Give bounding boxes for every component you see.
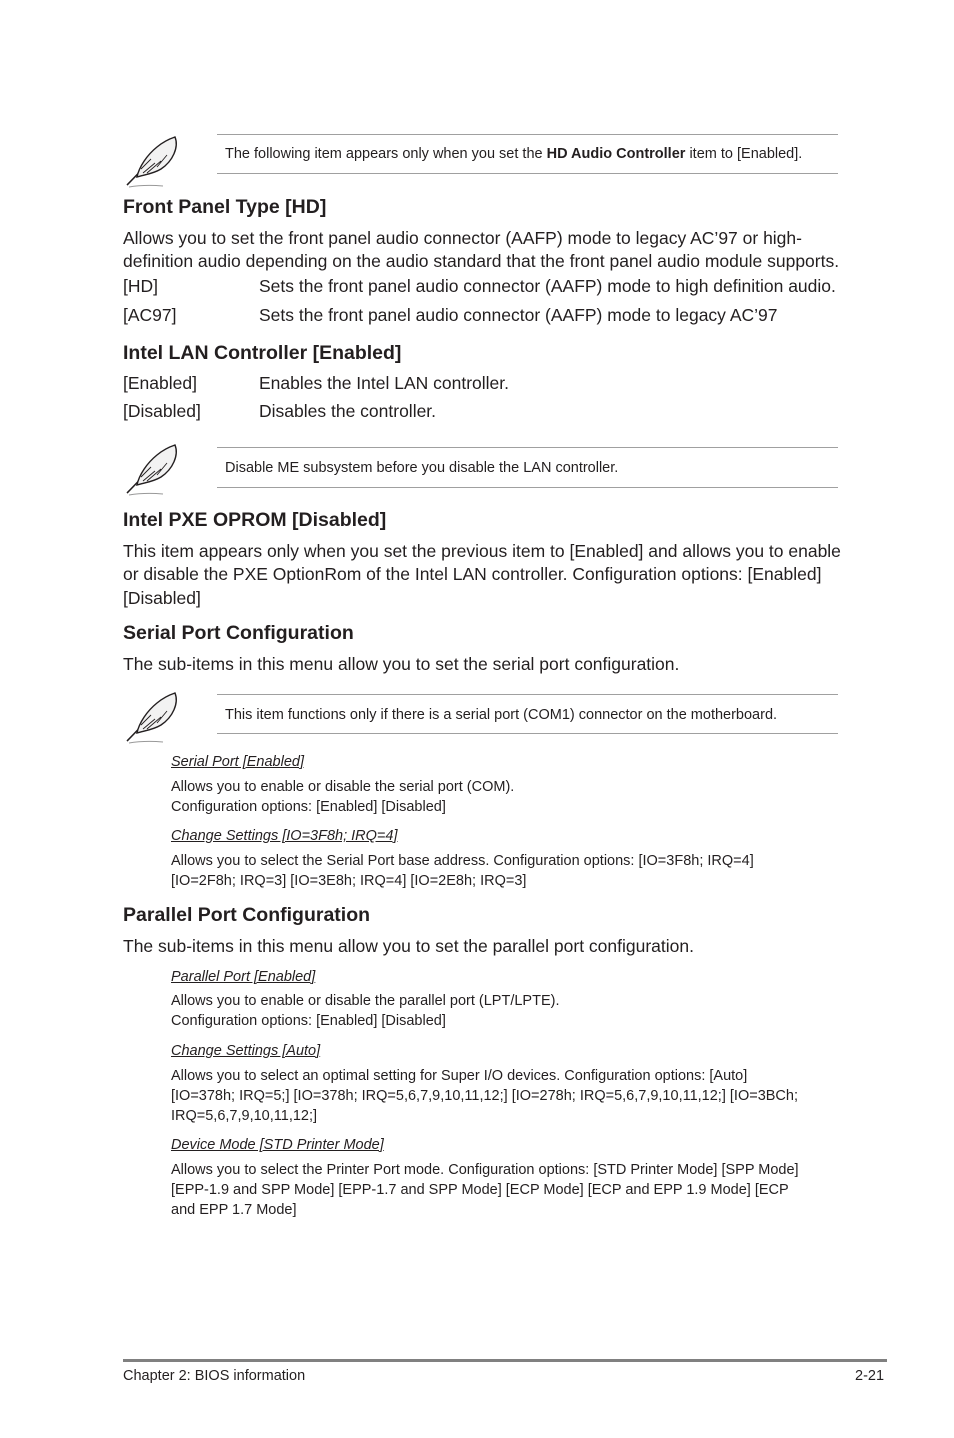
footer-page-number: 2-21: [855, 1368, 885, 1384]
subitem-desc-line1: Allows you to enable or disable the parallel port (LPT/LPTE).: [171, 993, 560, 1009]
option-key-ac97: [AC97]: [123, 305, 177, 325]
subitem-desc-line1: Allows you to enable or disable the serial port (COM).: [171, 779, 515, 795]
note-bold-term: HD Audio Controller: [546, 146, 686, 162]
serial-port-desc: The sub-items in this menu allow you to set the serial port configuration.: [123, 654, 680, 674]
subitem-title-parallel-port: Parallel Port [Enabled]: [171, 969, 316, 985]
note-feather-icon: [121, 441, 181, 497]
subitem-title-change-settings: Change Settings [IO=3F8h; IRQ=4]: [171, 828, 398, 844]
note-top-rule: [217, 134, 838, 135]
note-text: This item functions only if there is a serial port (COM1) connector on the motherboard.: [225, 707, 778, 723]
option-desc-disabled: Disables the controller.: [259, 401, 437, 421]
option-desc-hd: Sets the front panel audio connector (AAFP) mode to high definition audio.: [259, 276, 836, 296]
section-heading-serial-port: Serial Port Configuration: [123, 622, 354, 644]
subitem-desc-line1: Allows you to select an optimal setting for Super I/O devices. Configuration options: [Auto]: [171, 1068, 748, 1084]
note-bottom-rule: [217, 173, 838, 174]
note-top-rule: [217, 447, 838, 448]
footer-rule: [123, 1359, 887, 1362]
subitem-desc-line3: and EPP 1.7 Mode]: [171, 1202, 297, 1218]
option-key-hd: [HD]: [123, 276, 158, 296]
subitem-desc-line2: [IO=2F8h; IRQ=3] [IO=3E8h; IRQ=4] [IO=2E8h; IRQ=3]: [171, 873, 527, 889]
note-feather-icon: [121, 133, 181, 189]
footer-chapter: Chapter 2: BIOS information: [123, 1368, 306, 1384]
note-bottom-rule: [217, 487, 838, 488]
section-heading-front-panel: Front Panel Type [HD]: [123, 196, 327, 218]
subitem-desc-line2: Configuration options: [Enabled] [Disabled]: [171, 1013, 446, 1029]
pxe-desc-line1: This item appears only when you set the previous item to [Enabled] and allows you to enable: [123, 541, 841, 561]
option-key-disabled: [Disabled]: [123, 401, 201, 421]
option-desc-ac97: Sets the front panel audio connector (AAFP) mode to legacy AC’97: [259, 305, 778, 325]
subitem-desc-line1: Allows you to select the Printer Port mode. Configuration options: [STD Printer Mode] [SPP Mode]: [171, 1162, 799, 1178]
subitem-desc-line2: Configuration options: [Enabled] [Disabled]: [171, 799, 446, 815]
parallel-port-desc: The sub-items in this menu allow you to set the parallel port configuration.: [123, 936, 694, 956]
pxe-desc-line3: [Disabled]: [123, 588, 201, 608]
option-key-enabled: [Enabled]: [123, 373, 197, 393]
subitem-desc-line1: Allows you to select the Serial Port base address. Configuration options: [IO=3F8h; IRQ=4]: [171, 853, 754, 869]
subitem-title-change-settings: Change Settings [Auto]: [171, 1043, 321, 1059]
front-panel-desc-line1: Allows you to set the front panel audio connector (AAFP) mode to legacy AC’97 or high-: [123, 228, 802, 248]
section-heading-parallel-port: Parallel Port Configuration: [123, 904, 371, 926]
subitem-desc-line2: [EPP-1.9 and SPP Mode] [EPP-1.7 and SPP Mode] [ECP Mode] [ECP and EPP 1.9 Mode] [ECP: [171, 1182, 789, 1198]
front-panel-desc-line2: definition audio depending on the audio standard that the front panel audio module supports.: [123, 251, 840, 271]
note-bottom-rule: [217, 733, 838, 734]
subitem-title-device-mode: Device Mode [STD Printer Mode]: [171, 1137, 384, 1153]
subitem-desc-line3: IRQ=5,6,7,9,10,11,12;]: [171, 1108, 318, 1124]
note-feather-icon: [121, 689, 181, 745]
note-top-rule: [217, 694, 838, 695]
section-heading-intel-pxe: Intel PXE OPROM [Disabled]: [123, 509, 387, 531]
subitem-title-serial-port: Serial Port [Enabled]: [171, 754, 304, 770]
subitem-desc-line2: [IO=378h; IRQ=5;] [IO=378h; IRQ=5,6,7,9,10,11,12;] [IO=278h; IRQ=5,6,7,9,10,11,12;] [IO=3BCh;: [171, 1088, 798, 1104]
section-heading-intel-lan: Intel LAN Controller [Enabled]: [123, 342, 402, 364]
option-desc-enabled: Enables the Intel LAN controller.: [259, 373, 510, 393]
note-text: The following item appears only when you set the HD Audio Controller item to [Enabled].: [225, 146, 803, 162]
pxe-desc-line2: or disable the PXE OptionRom of the Intel LAN controller. Configuration options: [Enabled]: [123, 564, 822, 584]
note-text: Disable ME subsystem before you disable the LAN controller.: [225, 460, 619, 476]
